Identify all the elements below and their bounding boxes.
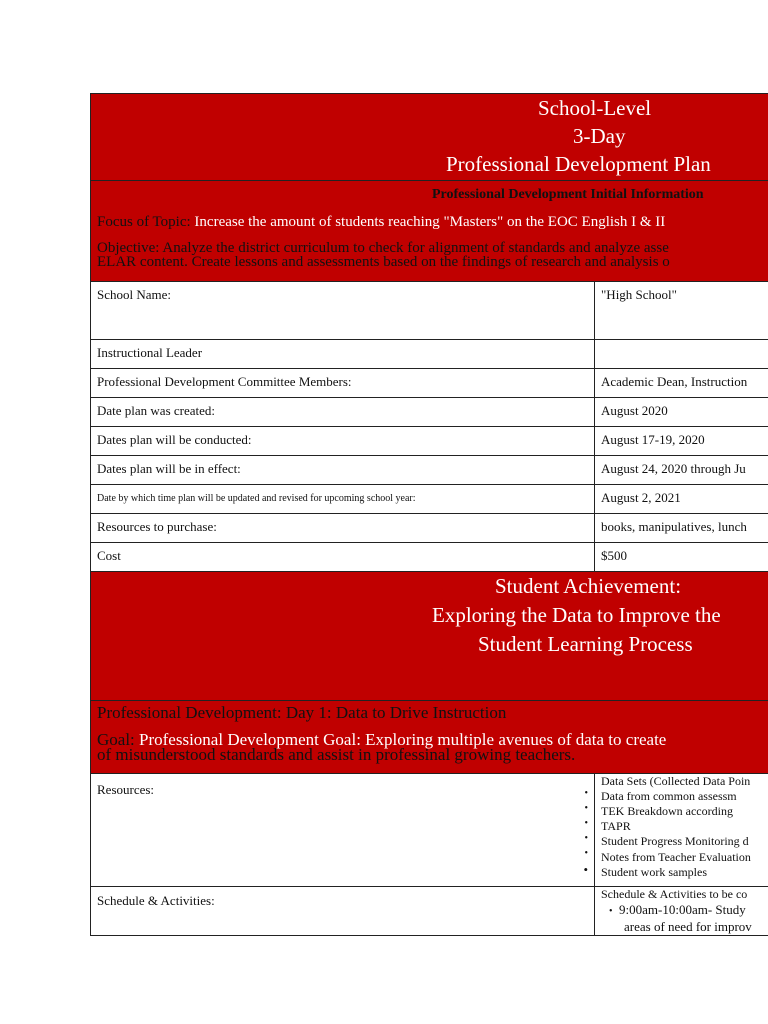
- goal-label: Goal:: [97, 729, 135, 749]
- day1-section: [91, 701, 768, 774]
- row-label: School Name:: [91, 282, 595, 339]
- schedule-content: [595, 886, 768, 935]
- row-value: August 24, 2020 through Ju: [595, 455, 768, 484]
- bullet-icon: •: [584, 817, 588, 829]
- day1-title: Professional Development: Day 1: Data to Drive Instruction: [97, 702, 507, 722]
- row-label: Dates plan will be in effect:: [91, 455, 595, 484]
- achievement-line-3: Student Learning Process: [478, 631, 693, 656]
- schedule-item: [601, 902, 763, 934]
- header-line-3: Professional Development Plan: [446, 152, 711, 176]
- plan-details-table: [91, 282, 768, 572]
- day1-goal: [97, 729, 667, 764]
- bullet-icon: •: [584, 802, 588, 814]
- resources-label: Resources:: [97, 781, 155, 797]
- row-label: Date plan was created:: [91, 397, 595, 426]
- row-value: "High School": [595, 282, 768, 339]
- row-label: Professional Development Committee Members:: [91, 368, 595, 397]
- focus-text: Increase the amount of students reaching "Masters" on the EOC English I & II: [194, 214, 666, 230]
- list-item: TEK Breakdown according: [601, 803, 733, 818]
- row-label: Instructional Leader: [91, 339, 595, 368]
- initial-info-section: [91, 181, 768, 282]
- list-item: Student work samples: [601, 864, 707, 879]
- resources-label-cell: [91, 774, 595, 887]
- list-item: TAPR: [601, 819, 631, 834]
- objective-line-2: ELAR content. Create lessons and assessments based on the findings of research and analysis o: [97, 254, 670, 270]
- achievement-line-1: Student Achievement:: [495, 573, 682, 598]
- student-achievement-header: [91, 572, 768, 701]
- pd-plan-document: [90, 93, 768, 936]
- day1-table: [91, 774, 768, 936]
- resources-row: [91, 774, 768, 887]
- row-label: Cost: [91, 542, 595, 571]
- resources-bullets: [583, 786, 588, 877]
- initial-info-heading: Professional Development Initial Information: [432, 187, 704, 202]
- table-row: [91, 368, 768, 397]
- row-value: books, manipulatives, lunch: [595, 513, 768, 542]
- achievement-line-2: Exploring the Data to Improve the: [432, 602, 721, 627]
- list-item: Data from common assessm: [601, 788, 737, 803]
- bullet-icon: •: [584, 848, 588, 860]
- table-row: [91, 542, 768, 571]
- schedule-row: [91, 886, 768, 935]
- focus-of-topic: [97, 214, 665, 231]
- row-value: $500: [595, 542, 768, 571]
- goal-line-1: Professional Development Goal: Exploring multiple avenues of data to create: [139, 729, 667, 749]
- row-value: August 2020: [595, 397, 768, 426]
- bullet-icon: •: [609, 905, 613, 917]
- row-value: Academic Dean, Instruction: [595, 368, 768, 397]
- row-label: Date by which time plan will be updated and revised for upcoming school year:: [91, 484, 595, 513]
- objective: [97, 241, 670, 269]
- table-row: [91, 282, 768, 339]
- row-value: August 2, 2021: [595, 484, 768, 513]
- goal-line-2: of misunderstood standards and assist in professinal growing teachers.: [97, 744, 576, 764]
- row-value: [595, 339, 768, 368]
- bullet-icon: •: [584, 833, 588, 845]
- table-row: [91, 339, 768, 368]
- table-row: [91, 426, 768, 455]
- bullet-icon: •: [583, 861, 588, 877]
- table-row: [91, 484, 768, 513]
- row-value: August 17-19, 2020: [595, 426, 768, 455]
- plan-header: [91, 94, 768, 181]
- list-item: Student Progress Monitoring d: [601, 834, 749, 849]
- list-item: Notes from Teacher Evaluation: [601, 849, 751, 864]
- row-label: Resources to purchase:: [91, 513, 595, 542]
- header-line-2: 3-Day: [573, 124, 626, 148]
- focus-label: Focus of Topic:: [97, 214, 191, 230]
- objective-line-1: Objective: Analyze the district curriculum to check for alignment of standards and analyze asse: [97, 240, 669, 256]
- schedule-intro: Schedule & Activities to be co: [601, 886, 748, 901]
- table-row: [91, 455, 768, 484]
- table-row: [91, 397, 768, 426]
- header-line-1: School-Level: [538, 96, 652, 120]
- list-item: Data Sets (Collected Data Poin: [601, 773, 751, 788]
- row-label: Dates plan will be conducted:: [91, 426, 595, 455]
- table-row: [91, 513, 768, 542]
- schedule-label: Schedule & Activities:: [91, 886, 595, 935]
- bullet-icon: •: [584, 787, 588, 799]
- schedule-item-line-1: 9:00am-10:00am- Study: [619, 901, 746, 917]
- schedule-item-line-2: areas of need for improv: [624, 918, 752, 934]
- resources-list: [595, 774, 768, 887]
